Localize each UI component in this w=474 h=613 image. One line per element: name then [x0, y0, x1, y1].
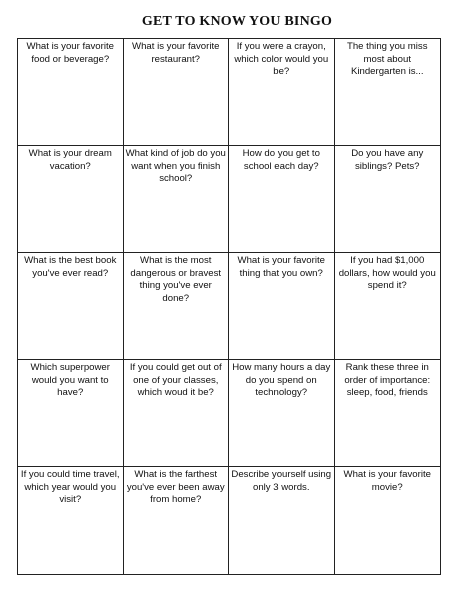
- bingo-cell-r3c3: What is your favorite thing that you own?: [229, 253, 335, 360]
- bingo-cell-r4c1: Which superpower would you want to have?: [18, 360, 124, 467]
- bingo-cell-r5c3: Describe yourself using only 3 words.: [229, 467, 335, 574]
- bingo-grid: [17, 38, 441, 575]
- bingo-cell-r4c4: Rank these three in order of importance: sleep, food, friends: [335, 360, 441, 467]
- bingo-cell-r3c2: What is the most dangerous or bravest thing you've ever done?: [124, 253, 230, 360]
- bingo-cell-r1c4: The thing you miss most about Kindergarten is...: [335, 39, 441, 146]
- bingo-cell-r2c2: What kind of job do you want when you finish school?: [124, 146, 230, 253]
- bingo-cell-r5c1: If you could time travel, which year would you visit?: [18, 467, 124, 574]
- bingo-cell-r2c4: Do you have any siblings? Pets?: [335, 146, 441, 253]
- bingo-cell-r4c3: How many hours a day do you spend on technology?: [229, 360, 335, 467]
- bingo-cell-r1c1: What is your favorite food or beverage?: [18, 39, 124, 146]
- bingo-cell-r2c1: What is your dream vacation?: [18, 146, 124, 253]
- bingo-cell-r4c2: If you could get out of one of your classes, which woud it be?: [124, 360, 230, 467]
- bingo-cell-r2c3: How do you get to school each day?: [229, 146, 335, 253]
- bingo-cell-r1c3: If you were a crayon, which color would you be?: [229, 39, 335, 146]
- bingo-cell-r5c2: What is the farthest you've ever been away from home?: [124, 467, 230, 574]
- bingo-cell-r3c1: What is the best book you've ever read?: [18, 253, 124, 360]
- bingo-cell-r5c4: What is your favorite movie?: [343, 469, 431, 493]
- page-title: GET TO KNOW YOU BINGO: [141, 14, 333, 29]
- bingo-cell-r1c2: What is your favorite restaurant?: [124, 39, 230, 146]
- bingo-cell-r3c4: If you had $1,000 dollars, how would you spend it?: [335, 253, 441, 360]
